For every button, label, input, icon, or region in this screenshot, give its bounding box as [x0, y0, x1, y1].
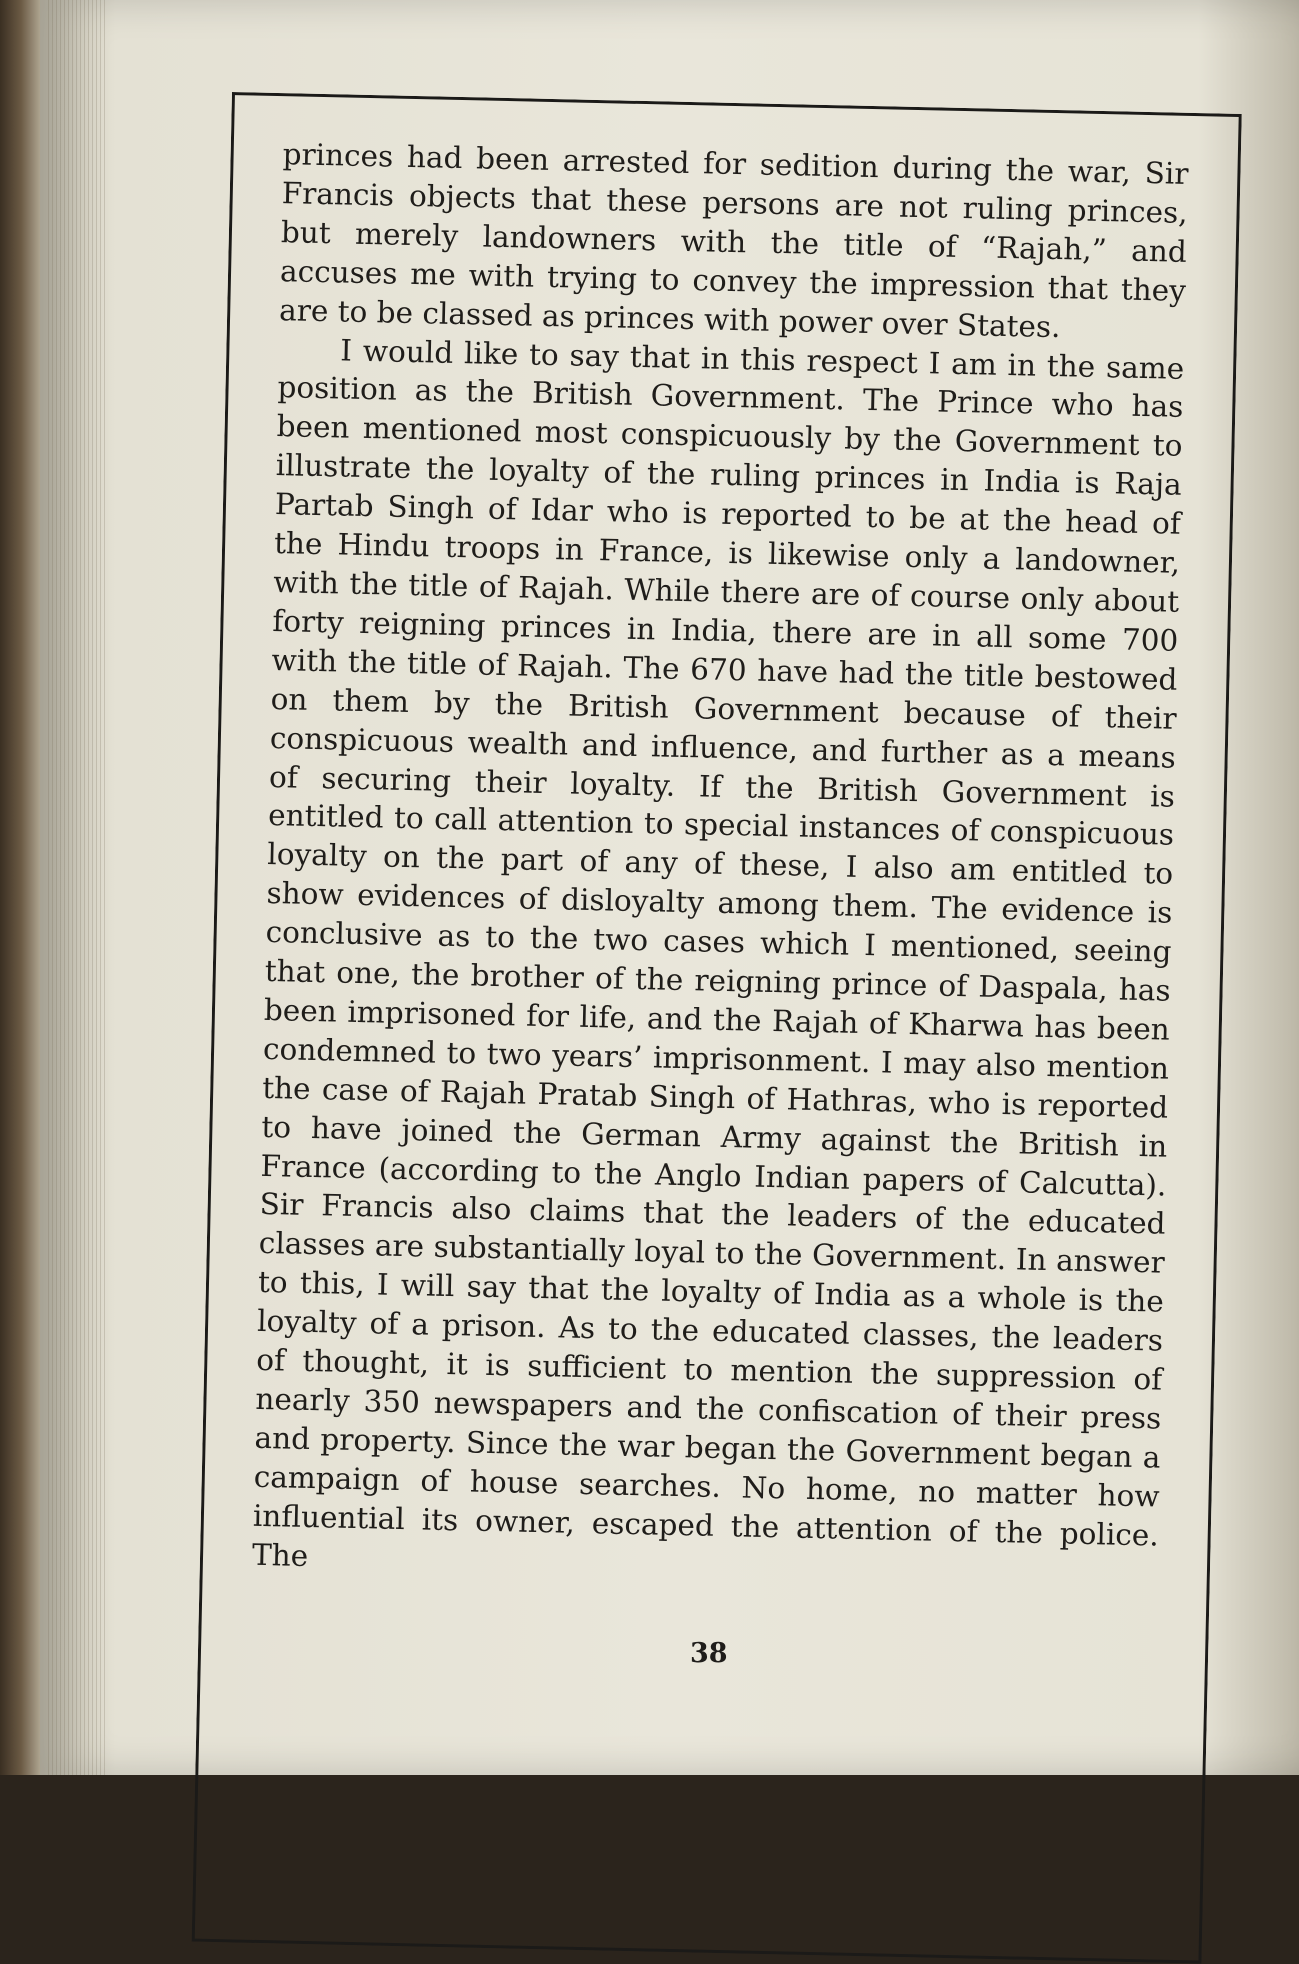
frame-border	[192, 92, 1242, 1964]
paragraph-1: princes had been arrested for sedition during the war, Sir Francis objects that these persons are not ruling princes, but merely landowners with the title of “Rajah,” and accuses me with trying to convey the impression that they are to be classed as princes with power over States.	[278, 137, 1189, 344]
page-number: 38	[690, 1638, 728, 1669]
text-frame	[192, 92, 1242, 1964]
page-edges	[48, 0, 108, 1775]
paragraph-2: I would like to say that in this respect I am in the same position as the British Government. The Prince who has been mentioned most conspicuously by the Government to illustrate the loyalty of the ruling princes in India is Raja Partab Singh of Idar who is reported to be at the head of the Hindu troops in France, is likewise only a landowner, with the title of Rajah. While there are of course only about forty reigning princes in India, there are in all some 700 with the title of Rajah. The 670 have had the title bestowed on them by the British Government because of their conspicuous wealth and influence, and further as a means of securing their loyalty. If the British Government is entitled to call attention to special instances of conspicuous loyalty on the part of any of these, I also am entitled to show evidences of disloyalty among them. The evidence is conclusive as to the two cases which I mentioned, seeing that one, the brother of the reigning prince of Daspala, has been imprisoned for life, and the Rajah of Kharwa has been condemned to two years’ imprisonment. I may also mention the case of Rajah Pratab Singh of Hathras, who is reported to have joined the German Army against the British in France (according to the Anglo Indian papers of Calcutta). Sir Francis also claims that the leaders of the educated classes are substantially loyal to the Government. In answer to this, I will say that the loyalty of India as a whole is the loyalty of a prison. As to the educated classes, the leaders of thought, it is sufficient to mention the suppression of nearly 350 newspapers and the confiscation of their press and property. Since the war began the Government began a campaign of house searches. No home, no matter how influential its owner, escaped the attention of the police. The	[251, 332, 1185, 1573]
